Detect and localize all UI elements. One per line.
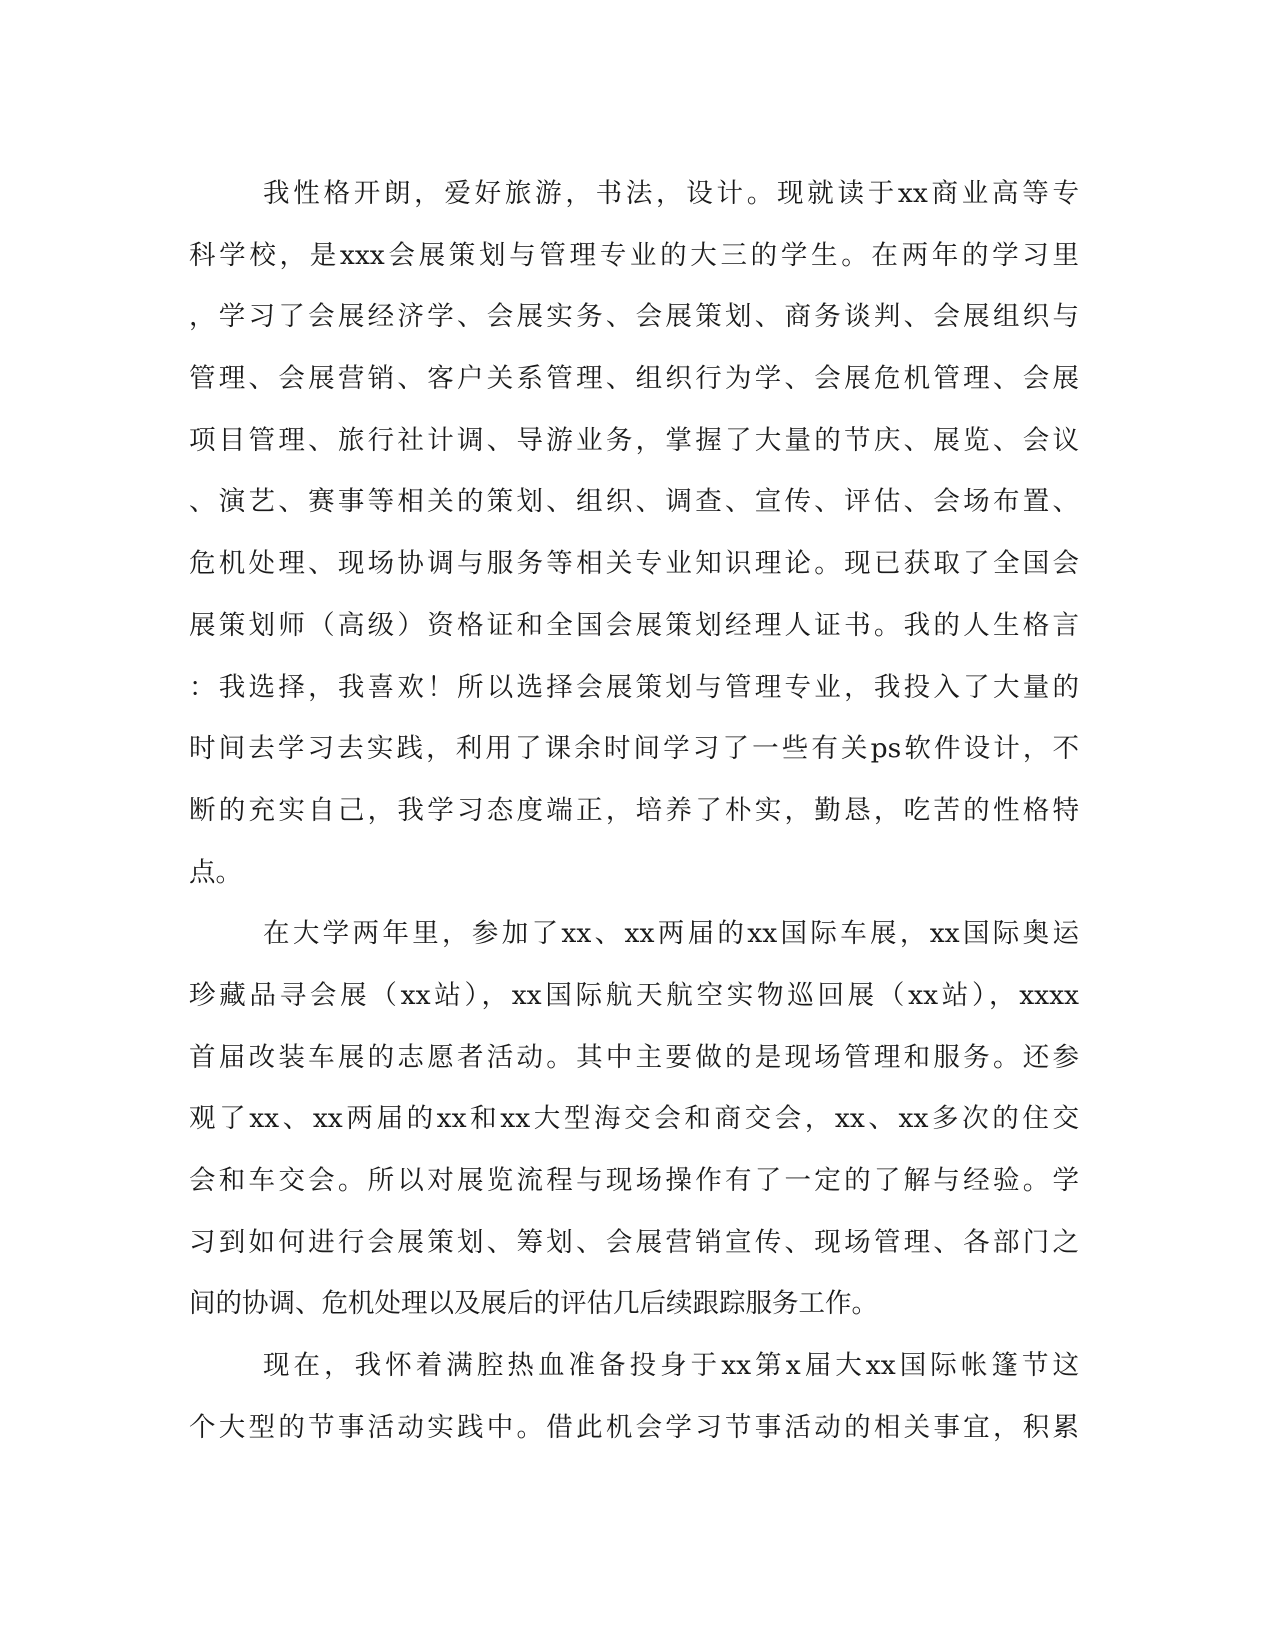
paragraph-line: 时间去学习去实践，利用了课余时间学习了一些有关ps软件设计，不 (189, 733, 1080, 765)
paragraph-line: 习到如何进行会展策划、筹划、会展营销宣传、现场管理、各部门之 (189, 1226, 1079, 1258)
document-body (189, 163, 1079, 1458)
paragraph-line: 展策划师（高级）资格证和全国会展策划经理人证书。我的人生格言 (189, 609, 1079, 641)
paragraph-line: 在大学两年里，参加了xx、xx两届的xx国际车展，xx国际奥运 (263, 918, 1079, 950)
paragraph-line: 断的充实自己，我学习态度端正，培养了朴实，勤恳，吃苦的性格特 (189, 794, 1079, 826)
paragraph-line: 点。 (189, 856, 242, 888)
paragraph-self-introduction (189, 163, 1079, 903)
paragraph-line: 管理、会展营销、客户关系管理、组织行为学、会展危机管理、会展 (189, 363, 1079, 395)
paragraph-current-goal (189, 1335, 1079, 1458)
paragraph-volunteer-experience (189, 903, 1079, 1335)
paragraph-line: 、演艺、赛事等相关的策划、组织、调查、宣传、评估、会场布置、 (189, 486, 1079, 518)
paragraph-line: 观了xx、xx两届的xx和xx大型海交会和商交会，xx、xx多次的住交 (189, 1103, 1079, 1135)
paragraph-line: 个大型的节事活动实践中。借此机会学习节事活动的相关事宜，积累 (189, 1411, 1079, 1443)
paragraph-line: ，学习了会展经济学、会展实务、会展策划、商务谈判、会展组织与 (189, 301, 1079, 333)
paragraph-line: 项目管理、旅行社计调、导游业务，掌握了大量的节庆、展览、会议 (189, 424, 1079, 456)
paragraph-line: ：我选择，我喜欢！所以选择会展策划与管理专业，我投入了大量的 (189, 671, 1079, 703)
paragraph-line: 首届改装车展的志愿者活动。其中主要做的是现场管理和服务。还参 (189, 1041, 1079, 1073)
paragraph-line: 会和车交会。所以对展览流程与现场操作有了一定的了解与经验。学 (189, 1165, 1079, 1196)
paragraph-line: 现在，我怀着满腔热血准备投身于xx第x届大xx国际帐篷节这 (263, 1350, 1079, 1382)
paragraph-line: 我性格开朗，爱好旅游，书法，设计。现就读于xx商业高等专 (263, 178, 1079, 209)
paragraph-line: 科学校，是xxx会展策划与管理专业的大三的学生。在两年的学习里 (189, 239, 1079, 271)
paragraph-line: 间的协调、危机处理以及展后的评估几后续跟踪服务工作。 (189, 1288, 878, 1320)
paragraph-line: 危机处理、现场协调与服务等相关专业知识理论。现已获取了全国会 (189, 548, 1079, 580)
paragraph-line: 珍藏品寻会展（xx站），xx国际航天航空实物巡回展（xx站），xxxx (189, 979, 1079, 1011)
